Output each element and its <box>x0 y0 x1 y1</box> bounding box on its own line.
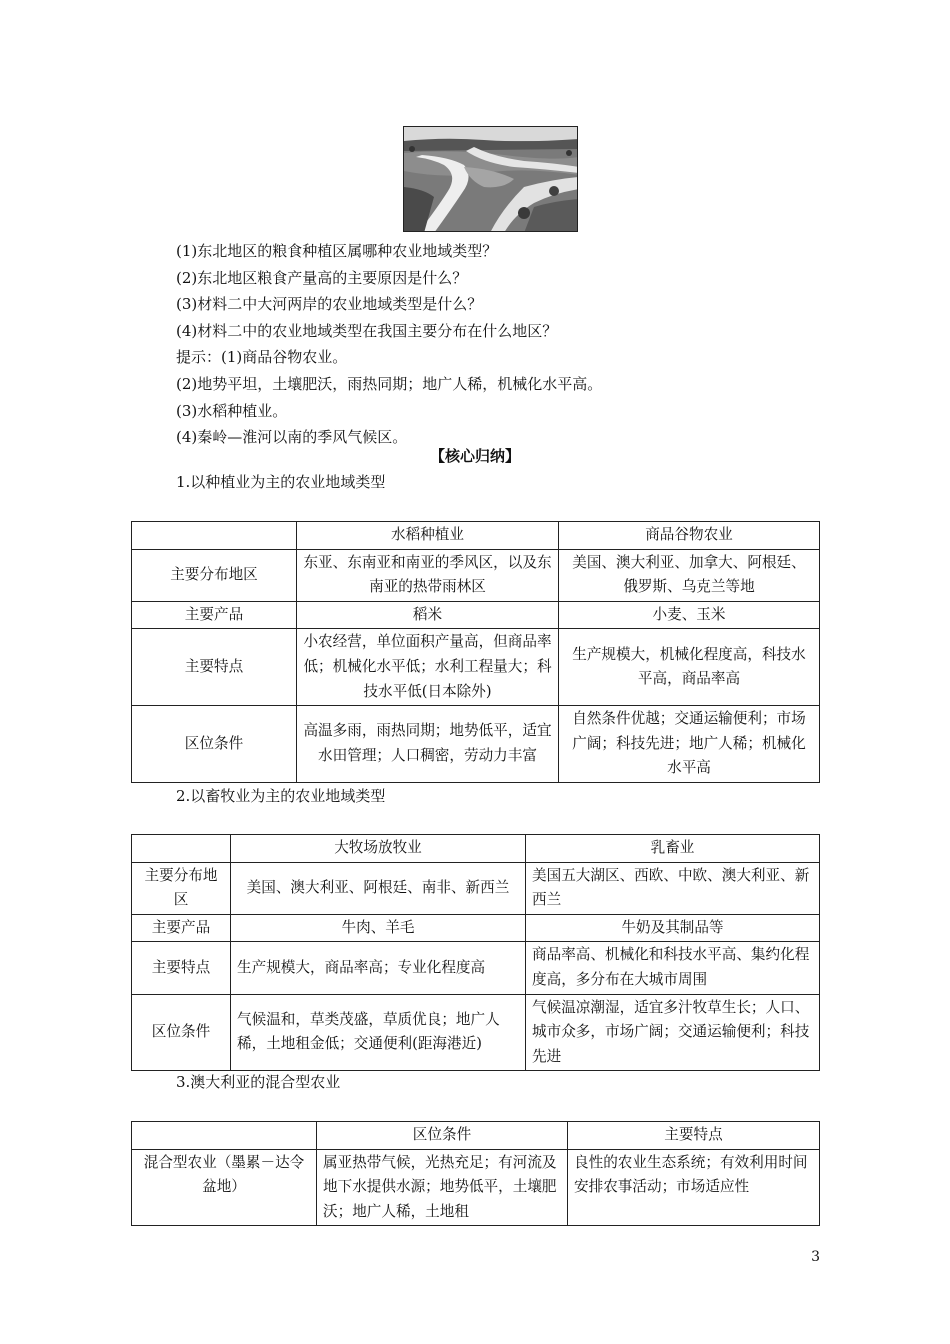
table-cell: 美国、澳大利亚、加拿大、阿根廷、俄罗斯、乌克兰等地 <box>559 549 820 601</box>
section-2-heading: 2.以畜牧业为主的农业地域类型 <box>176 787 386 805</box>
table-row <box>132 706 820 783</box>
table-cell: 生产规模大，机械化程度高，科技水平高，商品率高 <box>559 629 820 706</box>
header-cell: 水稻种植业 <box>297 522 559 550</box>
table-row <box>132 862 820 914</box>
table-row <box>132 914 820 942</box>
mixed-agriculture-table <box>131 1121 820 1226</box>
river-landscape-photo <box>403 126 578 232</box>
row-label: 主要分布地区 <box>132 549 297 601</box>
table-cell: 牛奶及其制品等 <box>526 914 820 942</box>
row-label: 主要产品 <box>132 914 231 942</box>
table-cell: 良性的农业生态系统；有效利用时间安排农事活动；市场适应性 <box>568 1149 820 1226</box>
table-cell: 稻米 <box>297 601 559 629</box>
header-cell <box>132 835 231 863</box>
table-row <box>132 1149 820 1226</box>
table-cell: 牛肉、羊毛 <box>231 914 526 942</box>
table-cell: 生产规模大，商品率高；专业化程度高 <box>231 942 526 994</box>
table-cell: 小农经营，单位面积产量高，但商品率低；机械化水平低；水利工程量大；科技水平低(日本除外) <box>297 629 559 706</box>
hint-1: 提示：(1)商品谷物农业。 <box>176 348 348 367</box>
table-header-row <box>132 835 820 863</box>
header-cell <box>132 522 297 550</box>
table-header-row <box>132 522 820 550</box>
core-summary-title: 【核心归纳】 <box>429 447 520 465</box>
table-cell: 气候温凉潮湿，适宜多汁牧草生长；人口、城市众多，市场广阔；交通运输便利；科技先进 <box>526 994 820 1071</box>
question-1: (1)东北地区的粮食种植区属哪种农业地域类型？ <box>176 242 498 260</box>
question-4: (4)材料二中的农业地域类型在我国主要分布在什么地区？ <box>176 321 558 340</box>
section-3-heading: 3.澳大利亚的混合型农业 <box>176 1073 341 1091</box>
hint-4: (4)秦岭—淮河以南的季风气候区。 <box>176 428 408 447</box>
planting-agriculture-table <box>131 521 820 783</box>
question-3: (3)材料二中大河两岸的农业地域类型是什么？ <box>176 295 483 314</box>
row-label: 主要特点 <box>132 629 297 706</box>
question-2: (2)东北地区粮食产量高的主要原因是什么？ <box>176 268 468 287</box>
table-cell: 高温多雨，雨热同期；地势低平，适宜水田管理；人口稠密，劳动力丰富 <box>297 706 559 783</box>
header-cell <box>132 1122 317 1150</box>
row-label: 混合型农业（墨累－达令盆地） <box>132 1149 317 1226</box>
table-cell: 美国五大湖区、西欧、中欧、澳大利亚、新西兰 <box>526 862 820 914</box>
header-cell: 乳畜业 <box>526 835 820 863</box>
header-cell: 主要特点 <box>568 1122 820 1150</box>
river-landscape-image <box>404 127 578 232</box>
table-cell: 东亚、东南亚和南亚的季风区，以及东南亚的热带雨林区 <box>297 549 559 601</box>
row-label: 主要产品 <box>132 601 297 629</box>
table-cell: 小麦、玉米 <box>559 601 820 629</box>
table-cell: 美国、澳大利亚、阿根廷、南非、新西兰 <box>231 862 526 914</box>
table-row <box>132 601 820 629</box>
table-row <box>132 629 820 706</box>
hint-3: (3)水稻种植业。 <box>176 401 288 420</box>
table-cell: 自然条件优越；交通运输便利；市场广阔；科技先进；地广人稀；机械化水平高 <box>559 706 820 783</box>
table-row <box>132 994 820 1071</box>
table-cell: 属亚热带气候，光热充足；有河流及地下水提供水源；地势低平，土壤肥沃；地广人稀，土地租 <box>317 1149 568 1226</box>
hint-2: (2)地势平坦，土壤肥沃，雨热同期；地广人稀，机械化水平高。 <box>176 374 603 393</box>
questions-and-hints <box>176 238 816 451</box>
table-cell: 商品率高、机械化和科技水平高、集约化程度高，多分布在大城市周围 <box>526 942 820 994</box>
table-cell: 气候温和，草类茂盛，草质优良；地广人稀，土地租金低；交通便利(距海港近) <box>231 994 526 1071</box>
table-header-row <box>132 1122 820 1150</box>
row-label: 区位条件 <box>132 994 231 1071</box>
header-cell: 大牧场放牧业 <box>231 835 526 863</box>
livestock-agriculture-table <box>131 834 820 1071</box>
table-row <box>132 549 820 601</box>
page-number: 3 <box>811 1249 820 1265</box>
row-label: 区位条件 <box>132 706 297 783</box>
row-label: 主要分布地区 <box>132 862 231 914</box>
section-1-heading: 1.以种植业为主的农业地域类型 <box>176 473 386 491</box>
header-cell: 商品谷物农业 <box>559 522 820 550</box>
row-label: 主要特点 <box>132 942 231 994</box>
header-cell: 区位条件 <box>317 1122 568 1150</box>
table-row <box>132 942 820 994</box>
